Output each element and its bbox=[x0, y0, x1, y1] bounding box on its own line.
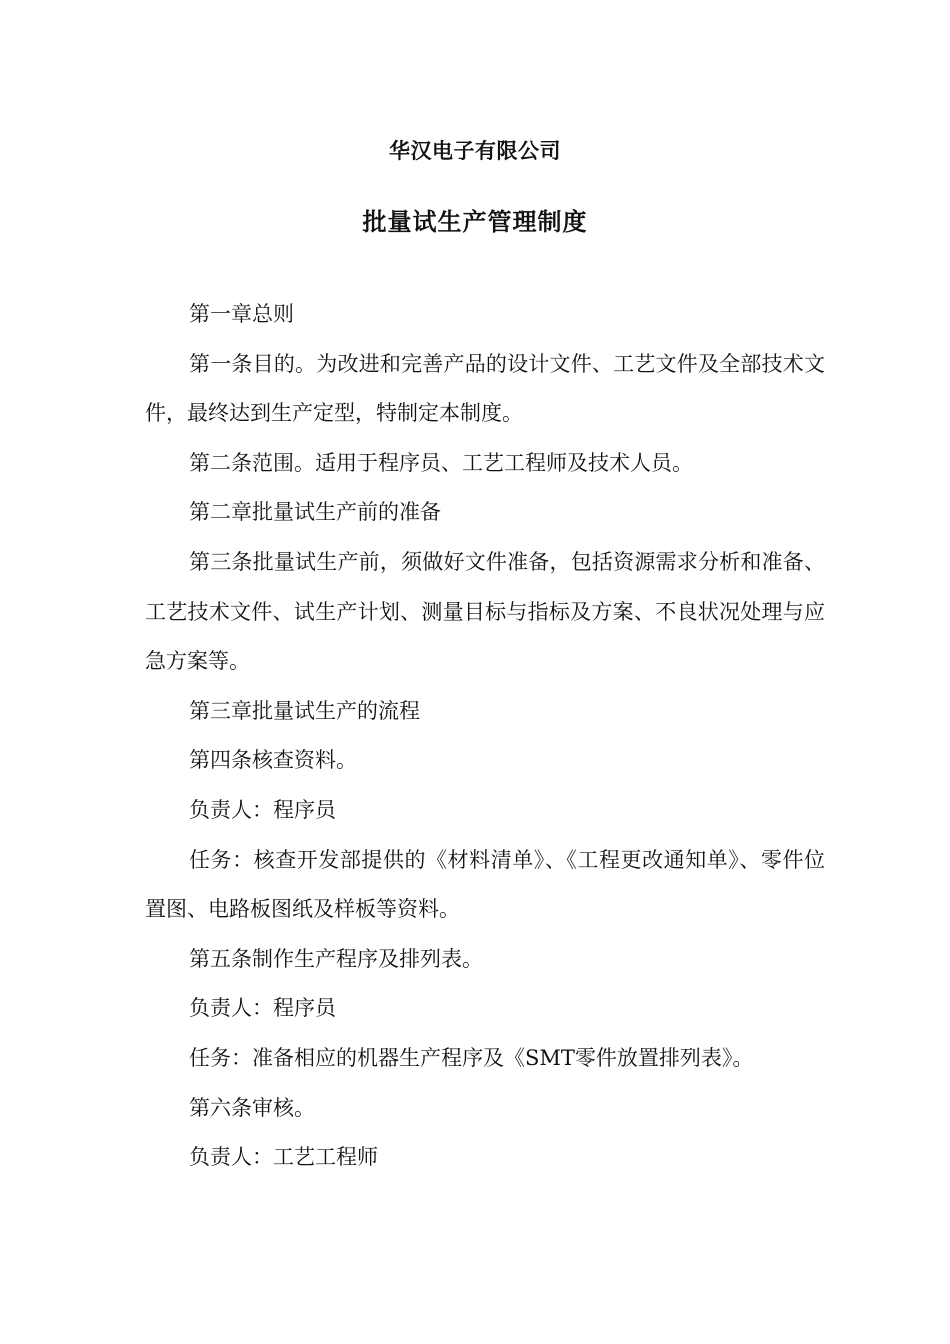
chapter-heading: 第二章批量试生产前的准备 bbox=[189, 500, 441, 525]
chapter-heading: 第一章总则 bbox=[189, 302, 294, 326]
responsible-person: 负责人：程序员 bbox=[189, 996, 336, 1021]
company-name: 华汉电子有限公司 bbox=[389, 139, 561, 163]
article-paragraph: 第六条审核。 bbox=[189, 1095, 315, 1120]
task-description: 任务：准备相应的机器生产程序及《SMT零件放置排列表》。 bbox=[189, 1045, 754, 1070]
article-paragraph: 第一条目的。为改进和完善产品的设计文件、工艺文件及全部技术文件，最终达到生产定型，特制定本制度。 bbox=[145, 351, 825, 426]
article-paragraph: 第二条范围。适用于程序员、工艺工程师及技术人员。 bbox=[189, 450, 693, 475]
article-paragraph: 第四条核查资料。 bbox=[189, 748, 357, 773]
article-paragraph: 第五条制作生产程序及排列表。 bbox=[189, 946, 483, 971]
document-title: 批量试生产管理制度 bbox=[362, 208, 588, 236]
responsible-person: 负责人：工艺工程师 bbox=[189, 1145, 378, 1170]
article-paragraph: 第三条批量试生产前，须做好文件准备，包括资源需求分析和准备、工艺技术文件、试生产计划、测量目标与指标及方案、不良状况处理与应急方案等。 bbox=[145, 549, 825, 674]
chapter-heading: 第三章批量试生产的流程 bbox=[189, 698, 420, 723]
responsible-person: 负责人：程序员 bbox=[189, 797, 336, 822]
document-body bbox=[145, 290, 825, 1183]
task-description: 任务：核查开发部提供的《材料清单》、《工程更改通知单》、零件位置图、电路板图纸及样板等资料。 bbox=[145, 847, 825, 922]
